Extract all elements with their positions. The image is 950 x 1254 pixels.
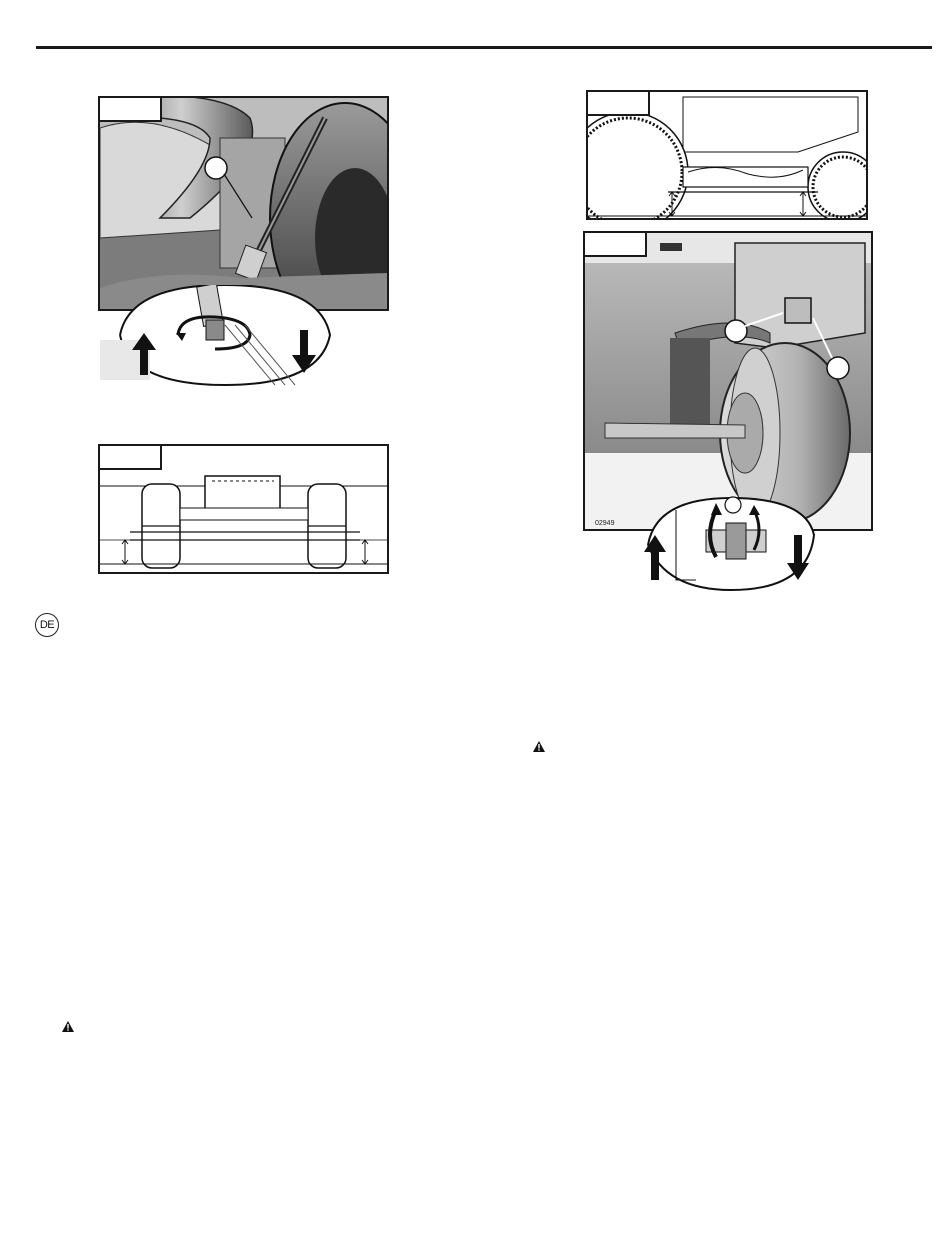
warning-triangle-icon (533, 741, 545, 752)
figure-part-code: 02949 (595, 520, 615, 527)
gauge-wheel-detail (636, 495, 816, 595)
warning-triangle-icon (62, 1021, 74, 1032)
header-rule (36, 46, 932, 49)
figure-deck-level-front (98, 444, 389, 574)
figure-gauge-wheel (583, 231, 873, 531)
link-adjustment-detail (100, 285, 350, 395)
figure-number-tab (586, 90, 650, 116)
figure-link-adjustment (98, 96, 389, 311)
figure-deck-level-side (586, 90, 868, 220)
language-badge: DE (35, 613, 59, 637)
gauge-wheel-illustration (585, 233, 871, 529)
link-adjustment-illustration (100, 98, 387, 309)
figure-number-tab (98, 96, 162, 122)
figure-number-tab (583, 231, 647, 257)
figure-number-tab (98, 444, 162, 470)
